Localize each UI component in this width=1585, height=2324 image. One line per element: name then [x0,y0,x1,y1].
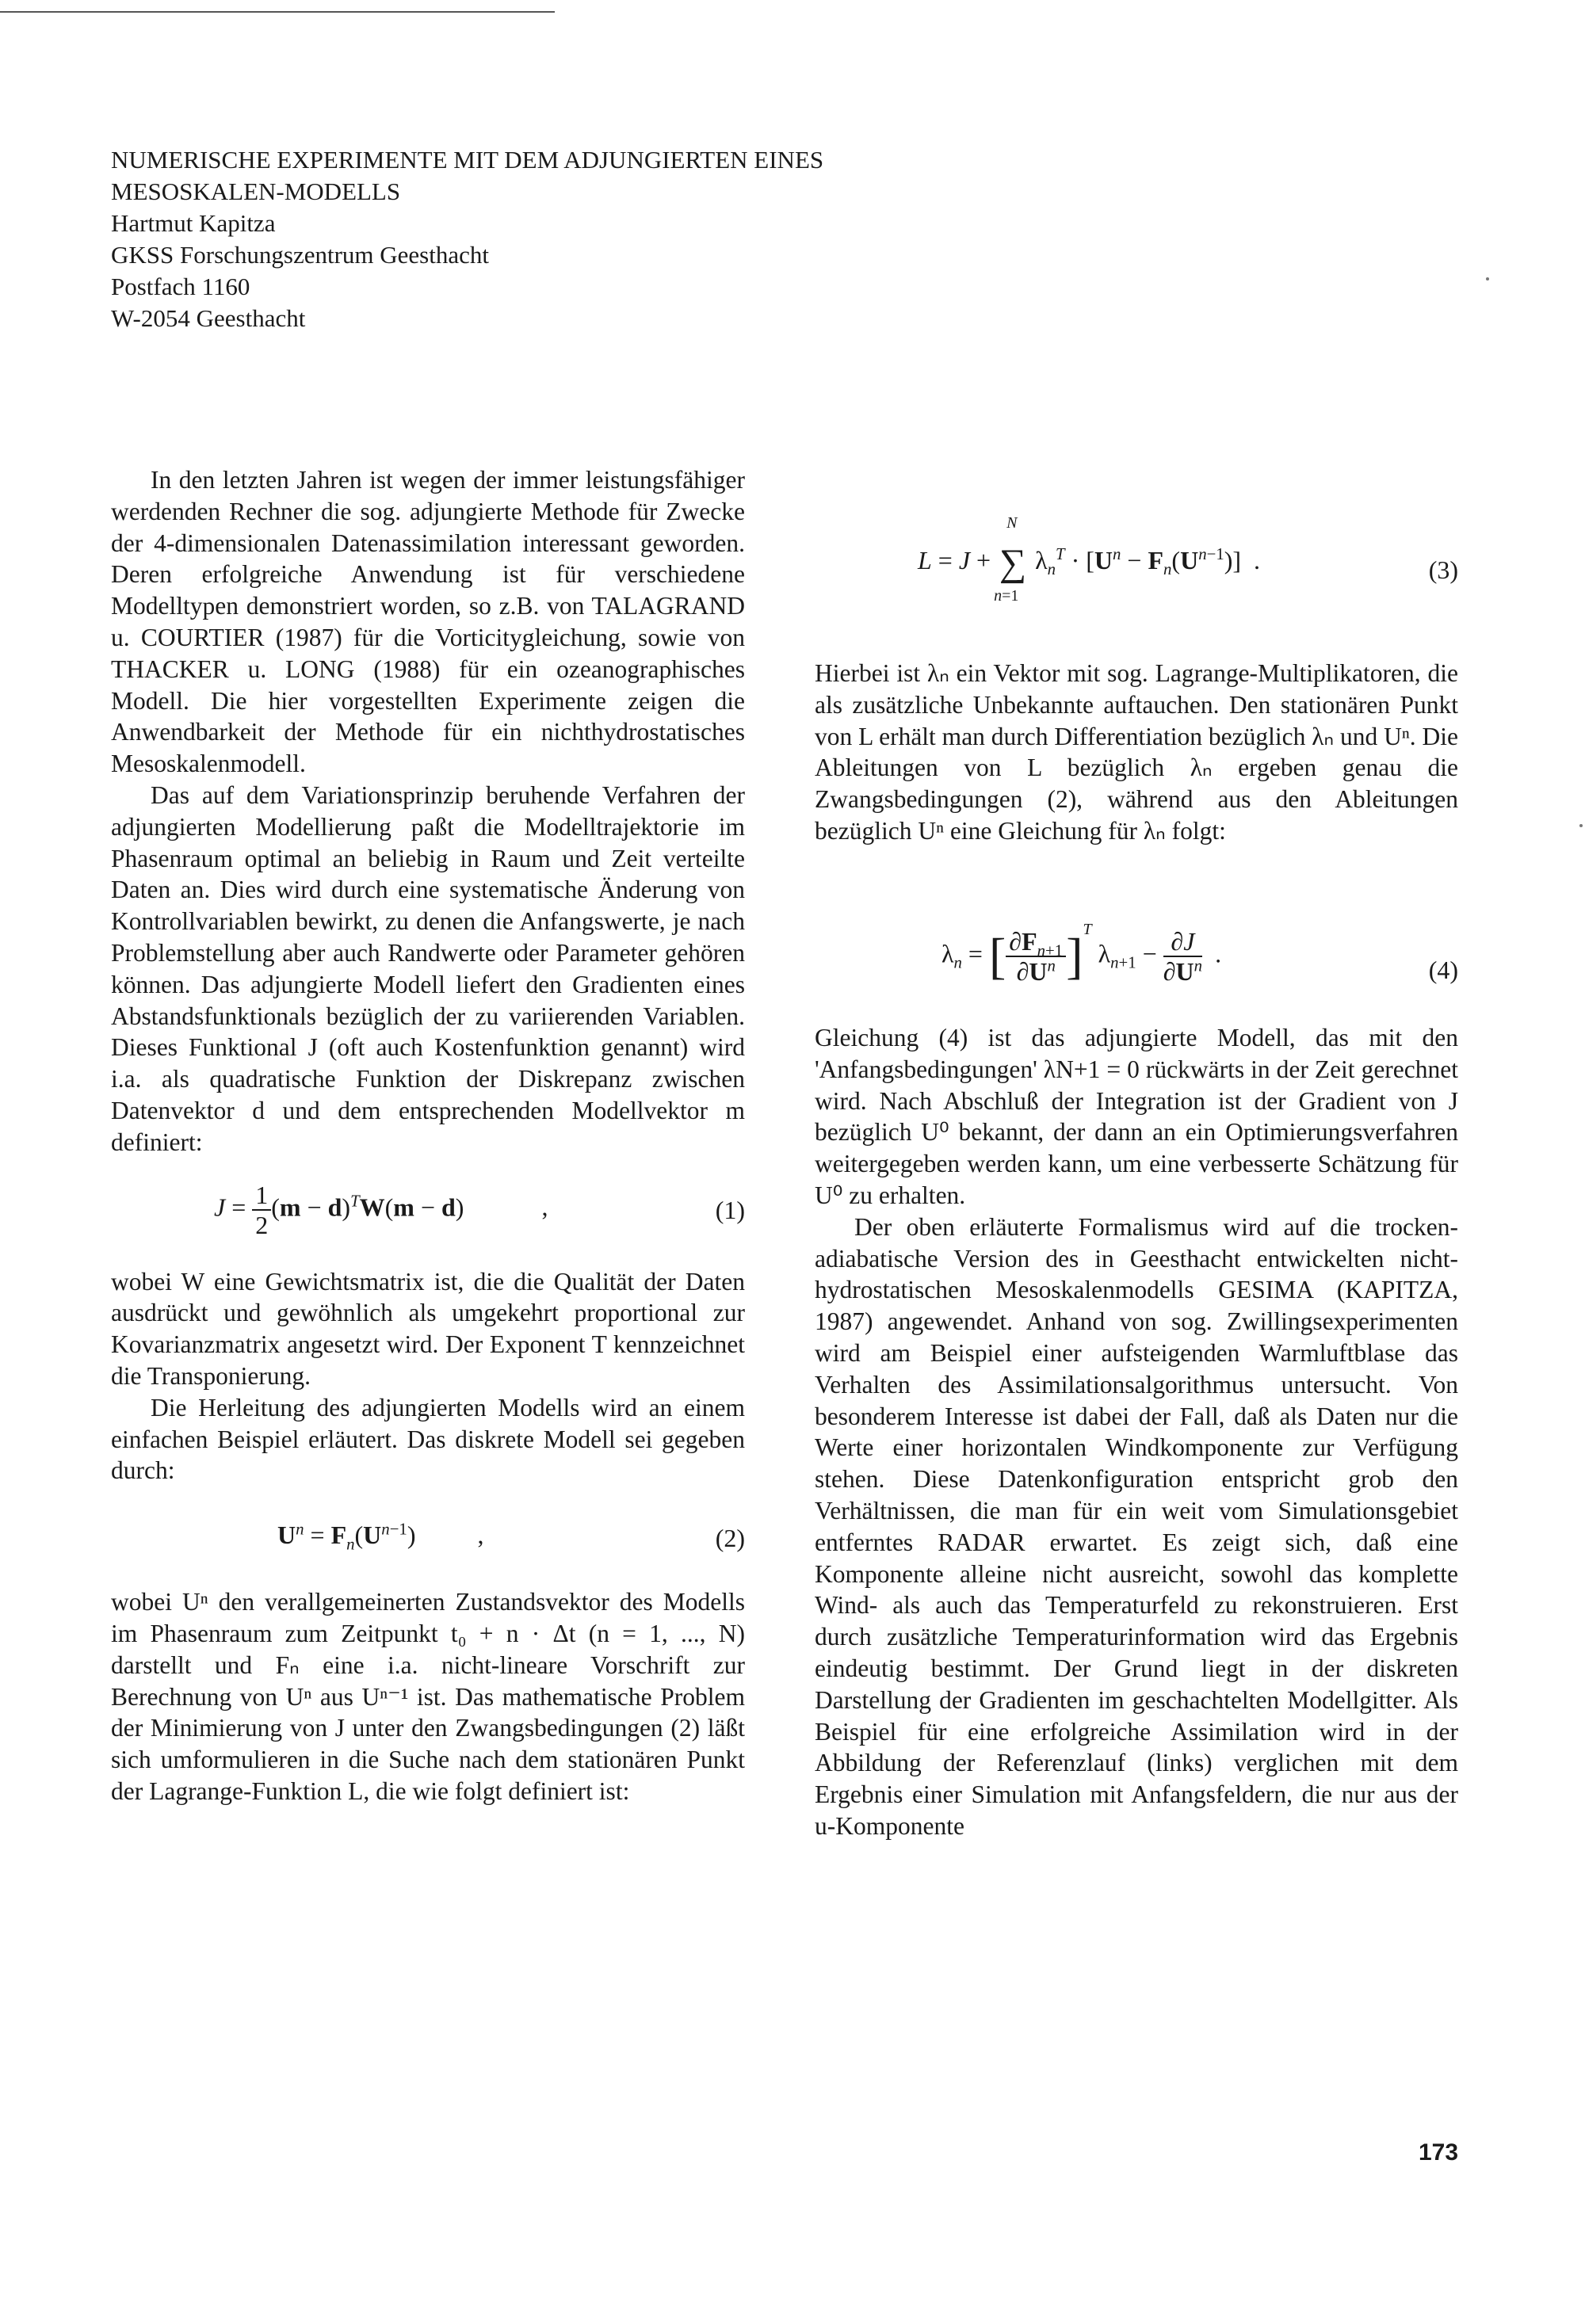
city: W-2054 Geesthacht [111,304,306,332]
paragraph: wobei W eine Gewichtsmatrix ist, die die Qualität der Daten ausdrückt und gewöhnlich als umgekehrt proportional zur Kovarianzmatrix angesetzt wird. Der Exponent T kennzeichnet die Transponierung. [111,1267,745,1390]
equation-3: L = J + N ∑ n=1 $\lambda_n^T \cdot [U^n - F_n(U^{n-1})]$ . (3) [918,514,1458,605]
page-number: 173 [1419,2139,1459,2166]
scan-speck [1486,277,1489,280]
top-rule [0,11,555,13]
equation-2: $U^n = F_n(U^{n-1})$ , (2) [277,1520,745,1554]
equation-number: (2) [715,1524,745,1553]
right-column-continued [815,1022,1458,1842]
scan-speck [1579,824,1583,827]
equation-number: (4) [1428,956,1458,984]
equation-number: (1) [715,1195,745,1224]
paragraph: Hierbei ist λₙ ein Vektor mit sog. Lagrange-Multiplikatoren, die als zusätzliche Unbekannte auftauchen. Den stationären Punkt von L erhält man durch Differentiation bezüglich λₙ und Uⁿ. Die Ableitungen von L bezüglich λₙ ergeben genau die Zwangsbedingungen (2), während aus den Ableitungen bezüglich Uⁿ eine Gleichung für λₙ folgt: [815,659,1458,845]
equation-number: (3) [1428,555,1458,584]
paragraph: wobei Uⁿ den verallgemeinerten Zustandsvektor des Modells im Phasenraum zum Zeitpunkt t₀ + n · Δt (n = 1, ..., N) darstellt und Fₙ eine i.a. nicht-lineare Vorschrift zur Berechnung von Uⁿ aus Uⁿ⁻¹ ist. Das mathematische Problem der Minimierung von J unter den Zwangsbedingungen (2) läßt sich umformulieren in die Suche nach dem stationären Punkt der Lagrange-Funktion L, die wie folgt definiert ist: [111,1588,745,1805]
title-line-2: MESOSKALEN-MODELLS [111,177,401,205]
paragraph: In den letzten Jahren ist wegen der immer leistungsfähiger werdenden Rechner die sog. adjungierte Methode für Zwecke der 4-dimensionalen Datenassimilation interessant geworden. Deren erfolgreiche Anwendung ist für verschiedene Modelltypen demonstriert worden, so z.B. von TALAGRAND u. COURTIER (1987) für die Vorticitygleichung, sowie von THACKER u. LONG (1988) für ein ozeanographisches Modell. Die hier vorgestellten Experimente zeigen die Anwendbarkeit der Methode für ein nichthydrostatisches Mesoskalenmodell. [111,466,745,778]
institution: GKSS Forschungszentrum Geesthacht [111,241,489,269]
paragraph: Die Herleitung des adjungierten Modells wird an einem einfachen Beispiel erläutert. Das diskrete Modell sei gegeben durch: [111,1393,745,1485]
paragraph: Der oben erläuterte Formalismus wird auf die trocken-adiabatische Version des in Geesthacht entwickelten nicht-hydrostatischen Mesoskalenmodells GESIMA (KAPITZA, 1987) angewendet. Anhand von sog. Zwillingsexperimenten wird am Beispiel einer aufsteigenden Warmluftblase das Verhalten des Assimilationsalgorithmus untersucht. Von besonderem Interesse ist dabei der Fall, daß als Daten nur die Werte einer horizontalen Windkomponente zur Verfügung stehen. Diese Datenkonfiguration entspricht grob den Verhältnissen, die man für ein weit vom Simulationsgebiet entferntes RADAR erwartet. Es zeigt sich, daß eine Komponente alleine nicht ausreicht, sowohl das komplette Wind- als auch das Temperaturfeld zu rekonstruieren. Erst durch zusätzliche Temperaturinformation wird das Ergebnis eindeutig bestimmt. Der Grund liegt in der diskreten Darstellung der Gradienten im geschachtelten Modellgitter. Als Beispiel für eine erfolgreiche Assimilation wird in der Abbildung der Referenzlauf (links) verglichen mit dem Ergebnis einer Simulation mit Anfangsfeldern, die nur aus der u-Komponente [815,1212,1458,1840]
postbox: Postfach 1160 [111,273,250,300]
left-column [111,464,745,1807]
paragraph: Das auf dem Variationsprinzip beruhende Verfahren der adjungierten Modellierung paßt die Modelltrajektorie im Phasenraum optimal an beliebig in Raum und Zeit verteilte Daten an. Dies wird durch eine systematische Änderung von Kontrollvariablen bewirkt, zu denen die Anfangswerte, je nach Problemstellung aber auch Randwerte oder Parameter gehören können. Das adjungierte Modell liefert den Gradienten eines Abstandsfunktionals bezüglich der zu variierenden Variablen. Dieses Funktional J (oft auch Kostenfunktion genannt) wird i.a. als quadratische Funktion der Diskrepanz zwischen Datenvektor d und dem entsprechenden Modellvektor m definiert: [111,780,745,1156]
equation-1: J = $\frac{1}{2}$ $(m - d)^TW(m - d)$ , (1) [214,1180,745,1239]
title-line-1: NUMERISCHE EXPERIMENTE MIT DEM ADJUNGIERTEN EINES [111,146,824,174]
equation-4: $\lambda_n$ = [ $\frac{\partial F_{n+1}}{\partial U^n}$ ]$^T$ $\lambda_{n+1}$ − $\frac{\partial J}{\partial U^n}$ . (4) [941,920,1458,986]
author: Hartmut Kapitza [111,209,276,237]
paragraph: Gleichung (4) ist das adjungierte Modell, das mit den 'Anfangsbedingungen' λN+1 = 0 rückwärts in der Zeit gerechnet wird. Nach Abschluß der Integration ist der Gradient von J bezüglich U⁰ bekannt, der dann an ein Optimierungsverfahren weitergegeben werden kann, um eine verbesserte Schätzung für U⁰ zu erhalten. [815,1024,1458,1209]
paper-header [111,144,1078,334]
right-column [815,658,1458,847]
